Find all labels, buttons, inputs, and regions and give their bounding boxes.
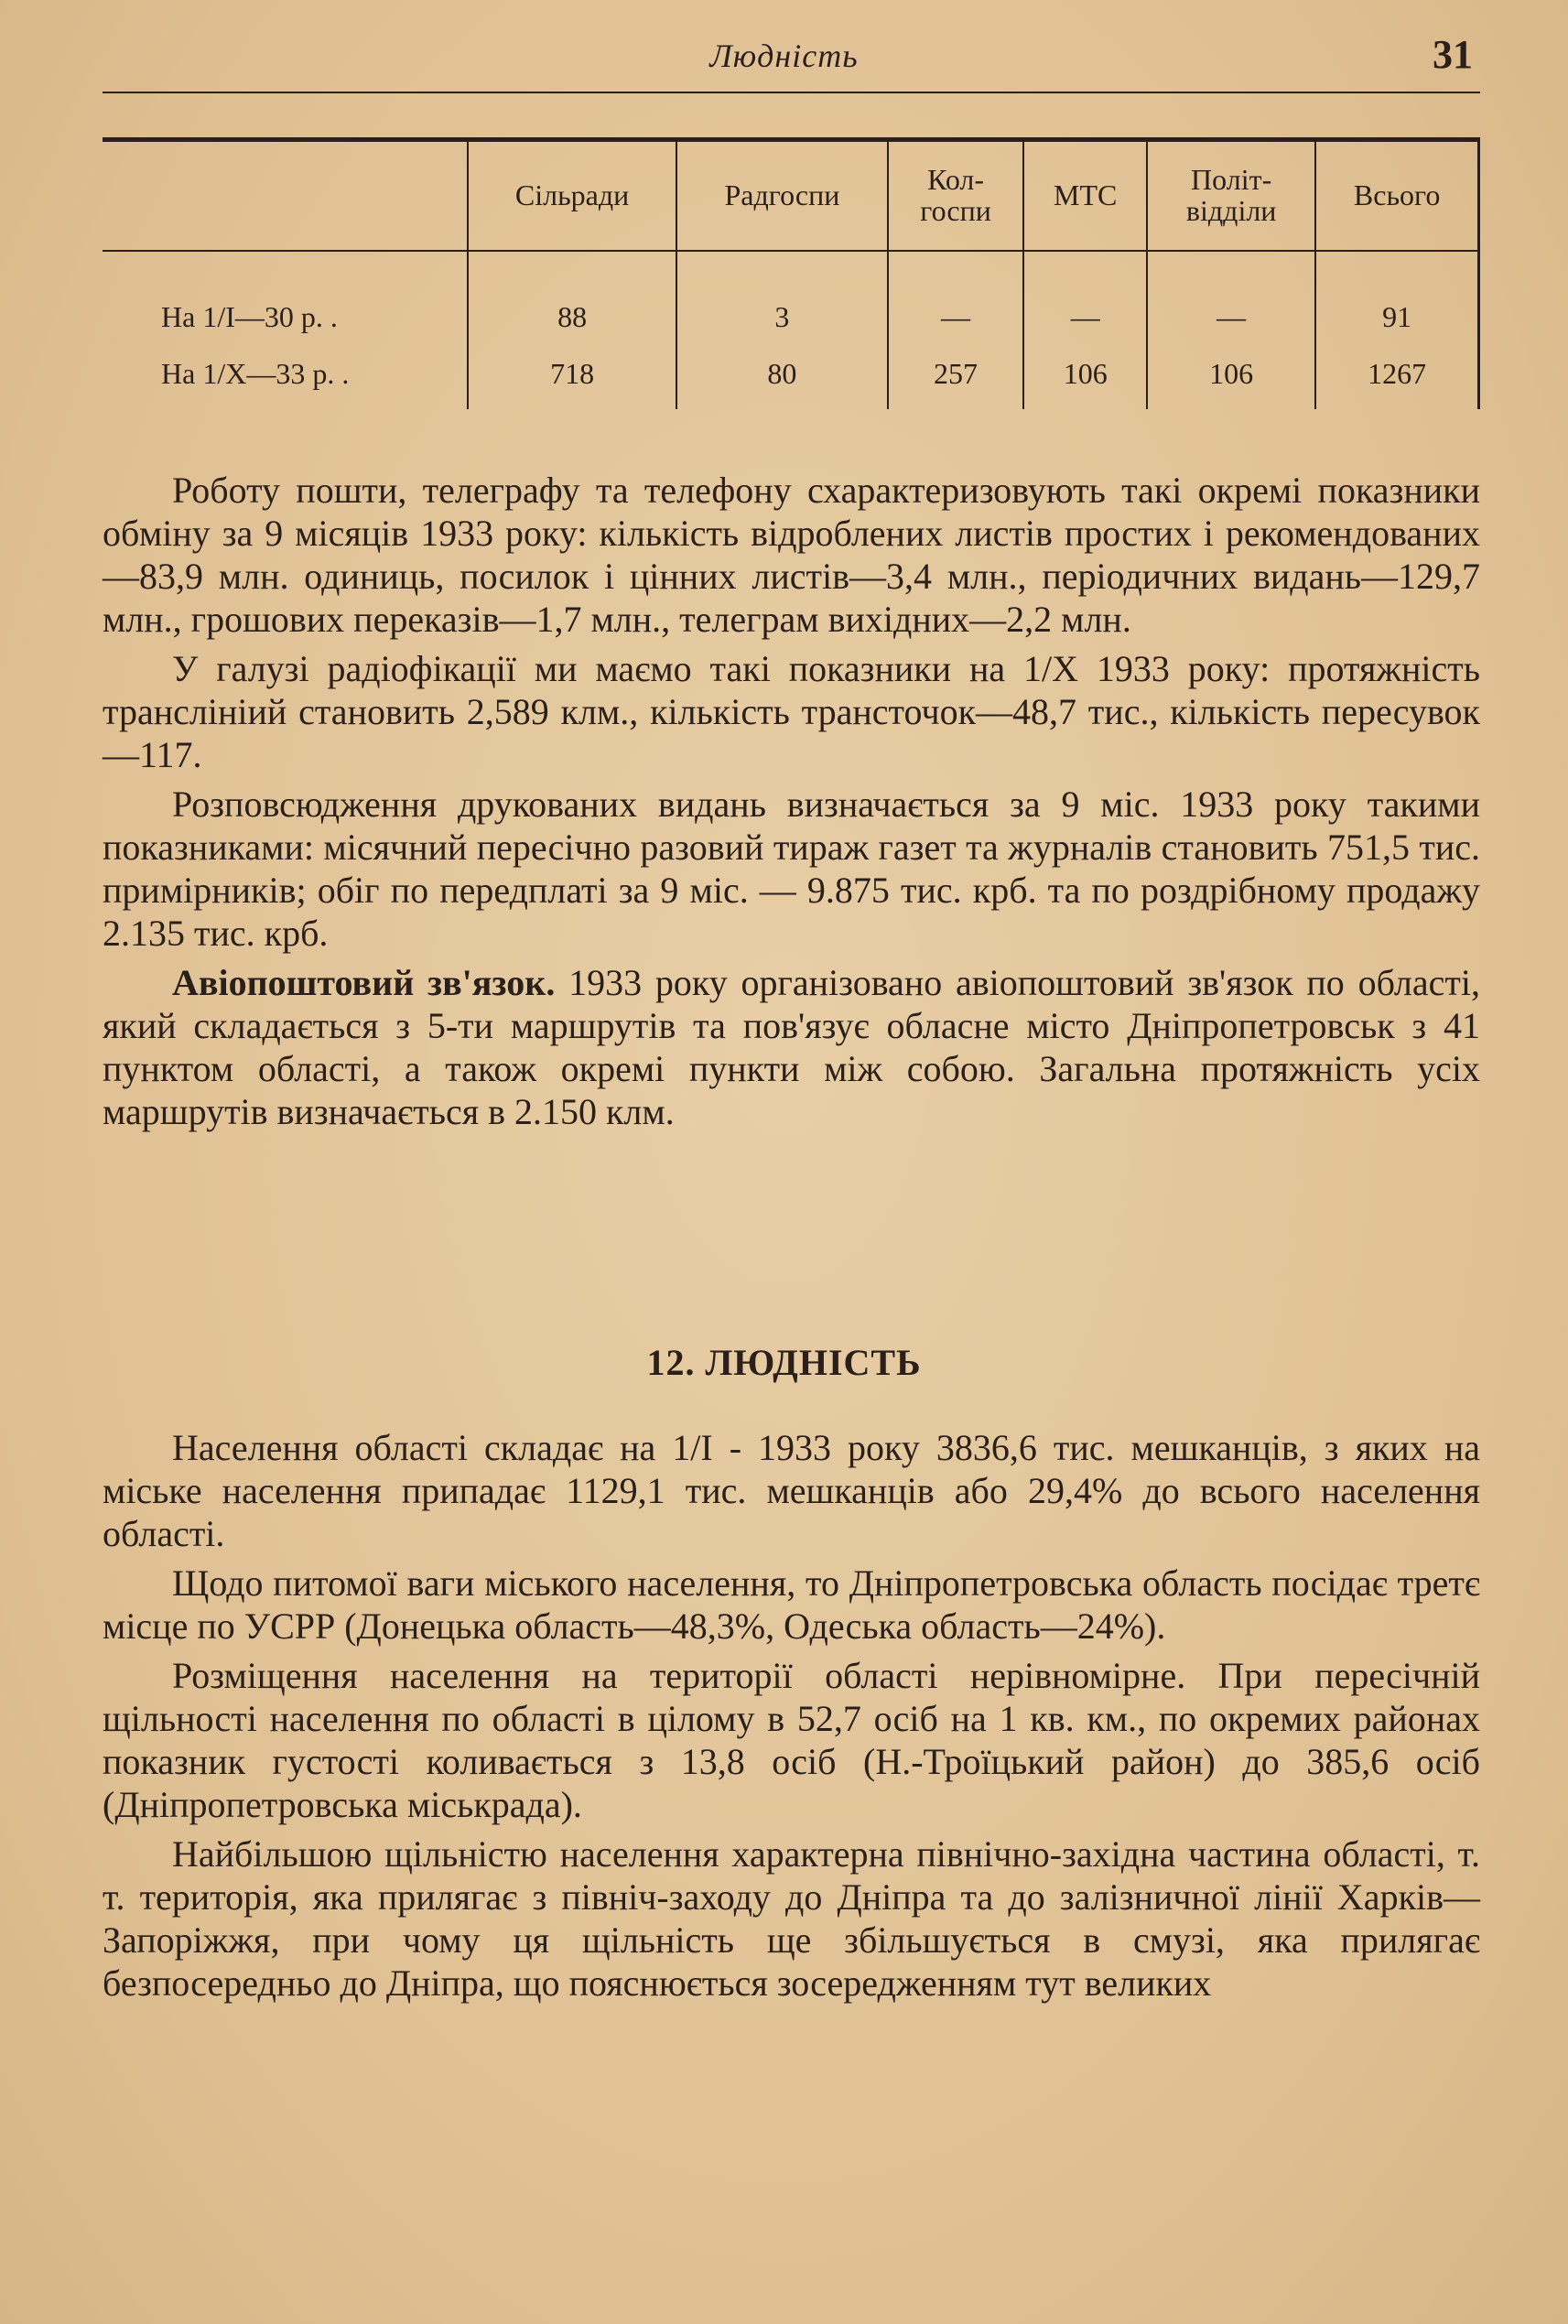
table-cell: 88 — [468, 251, 676, 345]
paragraph-urban-share: Щодо питомої ваги міського населення, то Дніпропетровська область посідає третє місце по УСРР (Донецька область—48,3%, Одеська область—24%). — [103, 1562, 1480, 1647]
column-header: Політ- відділи — [1147, 140, 1315, 252]
airmail-lead-in: Авіопоштовий зв'язок. — [172, 962, 556, 1003]
column-header: Радгоспи — [676, 140, 888, 252]
table-row — [103, 345, 1479, 409]
table-cell: 1267 — [1315, 345, 1478, 409]
table-row — [103, 251, 1479, 345]
communications-text — [103, 469, 1480, 1140]
column-header: МТС — [1023, 140, 1147, 252]
paragraph-radio-stats: У галузі радіофікації ми маємо такі показники на 1/X 1933 року: протяжність транслініий становить 2,589 клм., кількість трансточок—48,7 тис., кількість пересувок—117. — [103, 648, 1480, 775]
header-rule — [103, 92, 1480, 93]
statistics-table — [103, 137, 1480, 409]
table-cell: 718 — [468, 345, 676, 409]
population-text — [103, 1426, 1480, 2005]
airmail-text: 1933 року організовано авіопоштовий зв'язок по області, який складається з 5-ти маршрутів та пов'язує обласне місто Дніпропетровськ з 41 пунктом області, а також окремі пункти між собою. Загальна протяжність усіх маршрутів визначається в 2.150 клм. — [103, 962, 1480, 1132]
running-title: Людність — [709, 38, 859, 74]
paragraph-density: Розміщення населення на території області нерівномірне. При пересічній щільності населення по області в цілому в 52,7 осіб на 1 кв. км., по окремих районах показник густості коливається з 13,8 осіб (Н.-Троїцький район) до 385,6 осіб (Дніпропетровська міськрада). — [103, 1655, 1480, 1825]
column-header: Всього — [1315, 140, 1478, 252]
table-cell: 257 — [888, 345, 1024, 409]
column-header: Сільради — [468, 140, 676, 252]
table-cell: 3 — [676, 251, 888, 345]
column-header: Кол- госпи — [888, 140, 1024, 252]
row-label: На 1/I—30 р. . — [161, 299, 338, 333]
paragraph-press-stats: Розповсюдження друкованих видань визначається за 9 міс. 1933 року такими показниками: місячний пересічно разовий тираж газет та журналів становить 751,5 тис. примірників; обіг по передплаті за 9 міс. — 9.875 тис. крб. та по роздрібному продажу 2.135 тис. крб. — [103, 784, 1480, 954]
table-cell: — — [1023, 251, 1147, 345]
row-label: На 1/X—33 р. . — [161, 356, 350, 390]
table-cell: 106 — [1147, 345, 1315, 409]
table-cell: — — [1147, 251, 1315, 345]
table-cell: — — [888, 251, 1024, 345]
table-cell: 106 — [1023, 345, 1147, 409]
section-heading: 12. ЛЮДНІСТЬ — [646, 1342, 922, 1383]
table-header-row — [103, 140, 1479, 252]
page-number: 31 — [1433, 32, 1473, 77]
table-cell: 91 — [1315, 251, 1478, 345]
table-corner-cell — [103, 140, 468, 252]
table-cell: 80 — [676, 345, 888, 409]
paragraph-mail-stats: Роботу пошти, телеграфу та телефону схарактеризовують такі окремі показники обміну за 9 місяців 1933 року: кількість відроблених листів простих і рекомендованих—83,9 млн. одиниць, посилок і цінних листів—3,4 млн., періодичних видань—129,7 млн., грошових переказів—1,7 млн., телеграм вихідних—2,2 млн. — [103, 470, 1480, 640]
paragraph-northwest: Найбільшою щільністю населення характерна північно-західна частина області, т. т. територія, яка прилягає з північ-заходу до Дніпра та до залізничної лінії Харків—Запоріжжя, при чому ця щільність ще збільшується в смузі, яка прилягає безпосередньо до Дніпра, що пояснюється зосередженням тут великих — [103, 1833, 1480, 2004]
paragraph-population-total: Населення області складає на 1/I - 1933 року 3836,6 тис. мешканців, з яких на міське населення припадає 1129,1 тис. мешканців або 29,4% до всього населення області. — [103, 1427, 1480, 1554]
paragraph-airmail — [103, 961, 1480, 1133]
